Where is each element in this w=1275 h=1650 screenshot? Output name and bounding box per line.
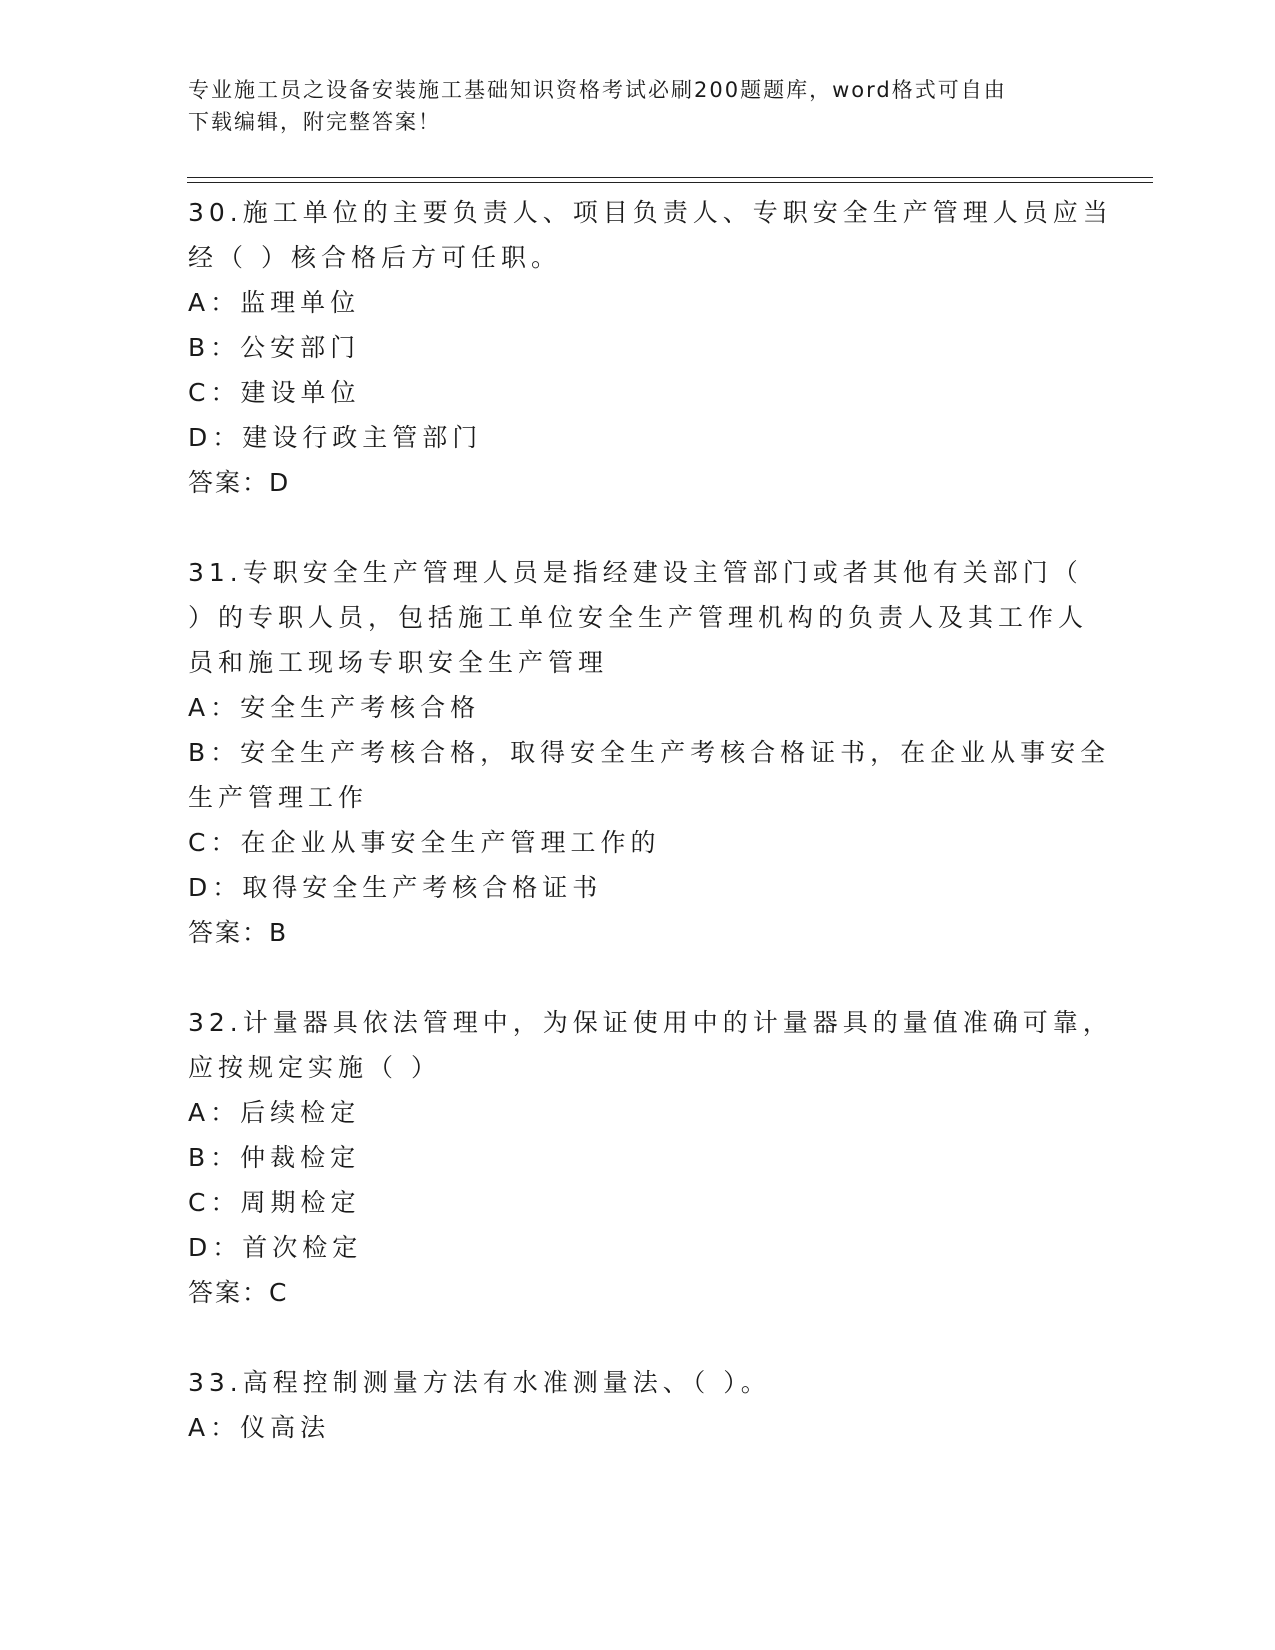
question-30 bbox=[188, 190, 1113, 505]
option-b-continuation: 生产管理工作 bbox=[188, 783, 369, 812]
document-header bbox=[188, 74, 1068, 138]
option-d: D：首次检定 bbox=[188, 1233, 363, 1262]
question-text-line: ）的专职人员，包括施工单位安全生产管理机构的负责人及其工作人 bbox=[188, 603, 1089, 632]
question-31 bbox=[188, 550, 1111, 955]
question-list bbox=[188, 190, 1113, 1450]
header-line-2: 下载编辑，附完整答案！ bbox=[188, 110, 441, 134]
answer-label: 答案：B bbox=[188, 918, 289, 947]
option-d: D：取得安全生产考核合格证书 bbox=[188, 873, 603, 902]
answer-label: 答案：D bbox=[188, 468, 291, 497]
question-spacer bbox=[188, 955, 1088, 1000]
option-a: A：仪高法 bbox=[188, 1413, 331, 1442]
option-c: C：周期检定 bbox=[188, 1188, 361, 1217]
question-text-line: 33.高程控制测量方法有水准测量法、（ ）。 bbox=[188, 1368, 771, 1397]
header-line-1: 专业施工员之设备安装施工基础知识资格考试必刷200题题库，word格式可自由 bbox=[188, 78, 1007, 102]
answer-label: 答案：C bbox=[188, 1278, 289, 1307]
question-text-line: 30.施工单位的主要负责人、项目负责人、专职安全生产管理人员应当 bbox=[188, 198, 1113, 227]
question-33 bbox=[188, 1360, 1088, 1450]
option-c: C：在企业从事安全生产管理工作的 bbox=[188, 828, 661, 857]
option-d: D：建设行政主管部门 bbox=[188, 423, 483, 452]
option-a: A：安全生产考核合格 bbox=[188, 693, 481, 722]
question-text-line: 员和施工现场专职安全生产管理 bbox=[188, 648, 609, 677]
question-32 bbox=[188, 1000, 1113, 1315]
question-text-line: 31.专职安全生产管理人员是指经建设主管部门或者其他有关部门（ bbox=[188, 558, 1083, 587]
option-a: A：后续检定 bbox=[188, 1098, 361, 1127]
question-text-line: 应按规定实施（ ） bbox=[188, 1053, 441, 1082]
question-text-line: 32.计量器具依法管理中，为保证使用中的计量器具的量值准确可靠， bbox=[188, 1008, 1113, 1037]
option-a: A：监理单位 bbox=[188, 288, 361, 317]
header-divider-bottom bbox=[187, 182, 1153, 183]
option-c: C：建设单位 bbox=[188, 378, 361, 407]
option-b: B：安全生产考核合格，取得安全生产考核合格证书，在企业从事安全 bbox=[188, 738, 1111, 767]
question-spacer bbox=[188, 505, 1088, 550]
option-b: B：公安部门 bbox=[188, 333, 361, 362]
question-spacer bbox=[188, 1315, 1088, 1360]
question-text-line: 经（ ）核合格后方可任职。 bbox=[188, 243, 561, 272]
option-b: B：仲裁检定 bbox=[188, 1143, 361, 1172]
header-divider-top bbox=[187, 177, 1153, 178]
